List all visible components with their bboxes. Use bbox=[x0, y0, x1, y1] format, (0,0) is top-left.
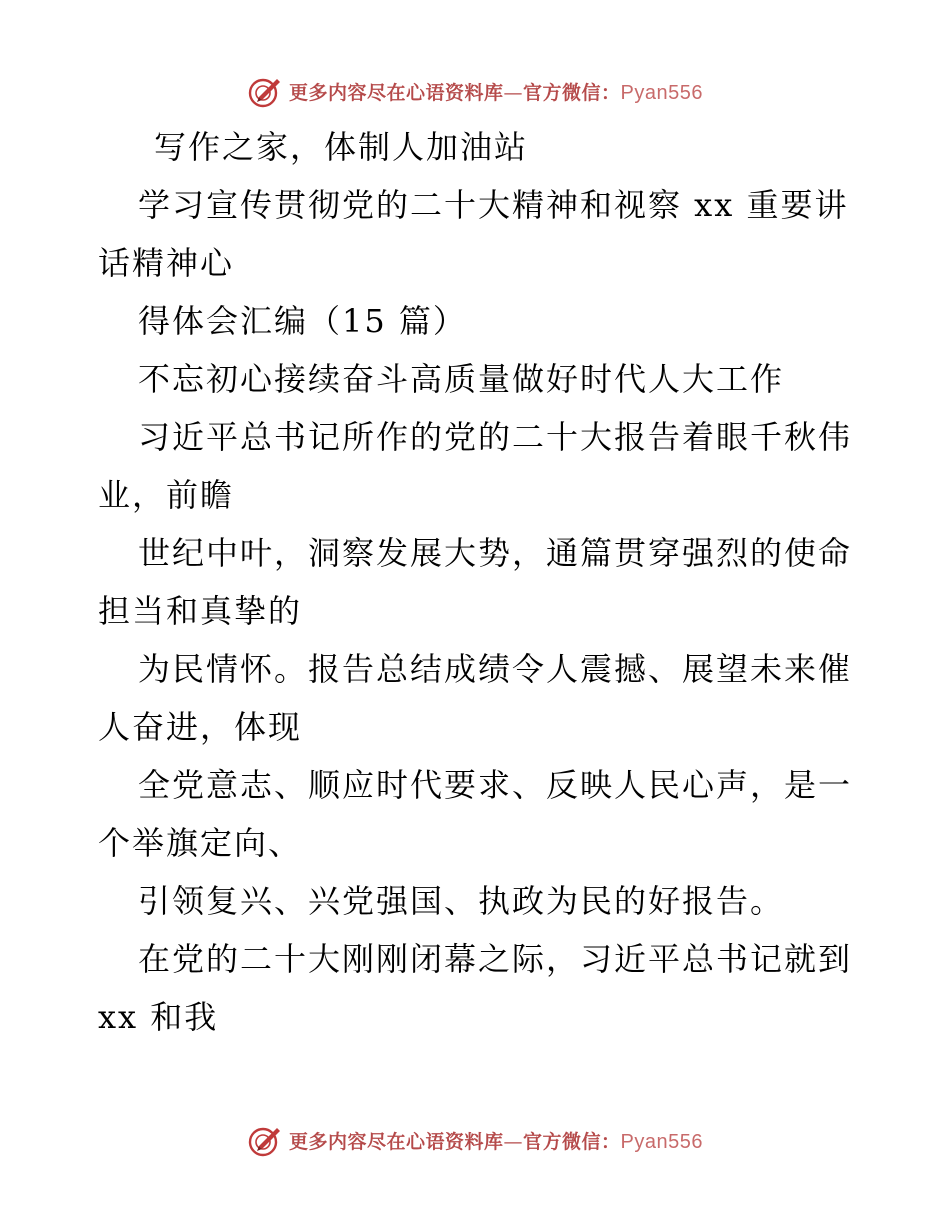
doc-line-paragraph: 业，前瞻 bbox=[98, 476, 235, 514]
pen-logo-icon bbox=[247, 73, 283, 109]
doc-line-paragraph: 世纪中叶，洞察发展大势，通篇贯穿强烈的使命 bbox=[138, 534, 853, 572]
doc-line-title-1: 学习宣传贯彻党的二十大精神和视察 xx 重要讲 bbox=[138, 186, 849, 224]
doc-line-paragraph: 在党的二十大刚刚闭幕之际，习近平总书记就到 bbox=[138, 940, 853, 978]
doc-line-paragraph: 为民情怀。报告总结成绩令人震撼、展望未来催 bbox=[138, 650, 853, 688]
doc-line-paragraph: xx 和我 bbox=[98, 998, 219, 1036]
doc-line-title-2: 话精神心 bbox=[98, 244, 235, 282]
document-body bbox=[98, 118, 858, 1046]
doc-line-heading: 不忘初心接续奋斗高质量做好时代人大工作 bbox=[138, 360, 785, 398]
doc-line-site-slogan: 写作之家，体制人加油站 bbox=[154, 128, 529, 166]
header-banner-text: 更多内容尽在心语资料库—官方微信：Pyan556 bbox=[289, 81, 703, 104]
doc-line-title-3: 得体会汇编（15 篇） bbox=[138, 302, 467, 340]
doc-line-paragraph: 引领复兴、兴党强国、执政为民的好报告。 bbox=[138, 882, 785, 920]
doc-line-paragraph: 人奋进，体现 bbox=[98, 708, 303, 746]
doc-line-paragraph: 个举旗定向、 bbox=[98, 824, 303, 862]
doc-line-paragraph: 全党意志、顺应时代要求、反映人民心声，是一 bbox=[138, 766, 853, 804]
pen-logo-icon bbox=[247, 1122, 283, 1158]
header-banner bbox=[0, 71, 950, 111]
footer-banner bbox=[0, 1120, 950, 1160]
doc-line-paragraph: 习近平总书记所作的党的二十大报告着眼千秋伟 bbox=[138, 418, 853, 456]
footer-banner-text: 更多内容尽在心语资料库—官方微信：Pyan556 bbox=[289, 1130, 703, 1153]
wechat-account: Pyan556 bbox=[620, 1130, 703, 1153]
wechat-account: Pyan556 bbox=[620, 81, 703, 104]
doc-line-paragraph: 担当和真挚的 bbox=[98, 592, 303, 630]
